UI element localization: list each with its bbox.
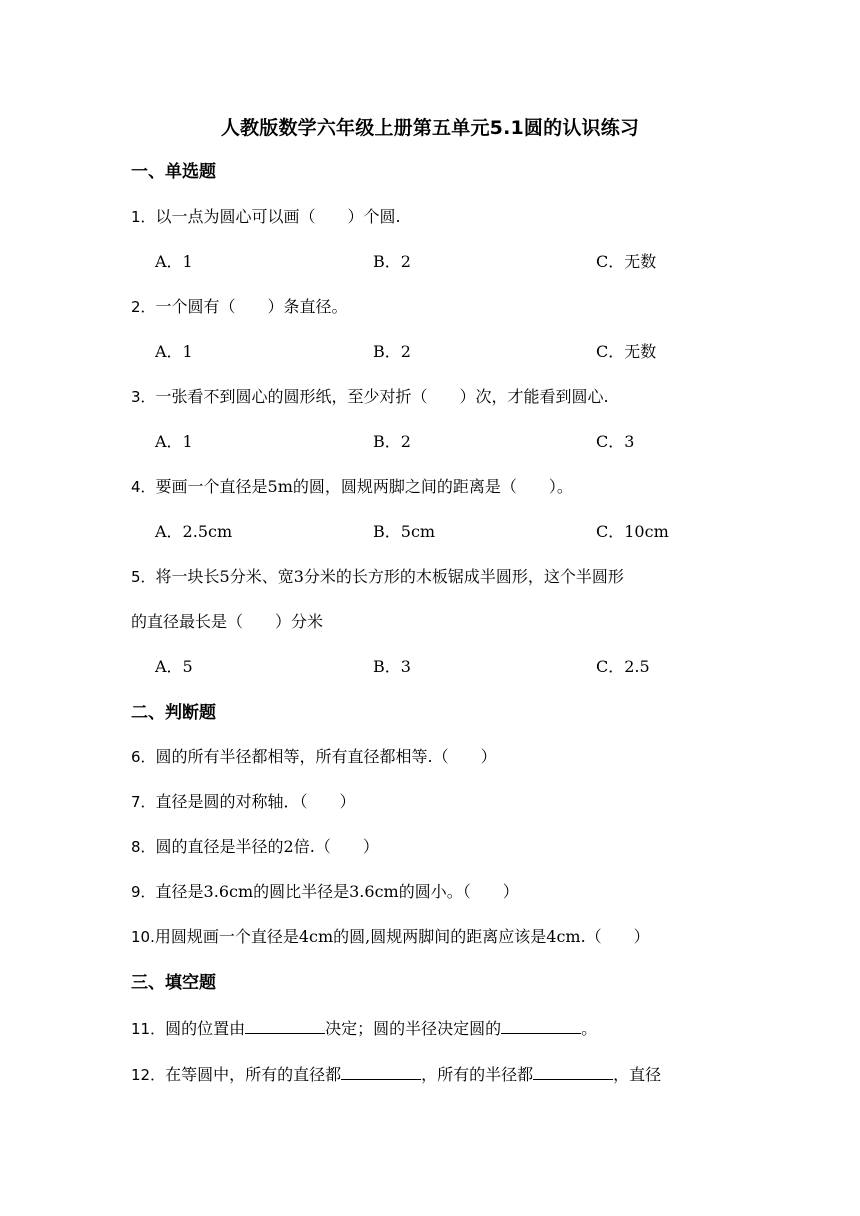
question-text: 圆的直径是半径的2倍.（ ） [155,837,379,856]
question-8 [131,834,741,860]
question-2-option-c: C．无数 [596,342,657,361]
question-text: 将一块长5分米、宽3分米的长方形的木板锯成半圆形，这个半圆形 [155,567,624,586]
question-1-option-c: C．无数 [596,252,657,271]
question-7 [131,789,741,815]
question-12 [131,1061,741,1088]
question-text: 用圆规画一个直径是4cm的圆,圆规两脚间的距离应该是4cm.（ ） [154,927,650,946]
question-text: ，直径 [613,1065,662,1084]
question-4-option-c: C．10cm [596,522,669,541]
question-6 [131,744,741,770]
question-2-option-a: A．1 [155,342,193,361]
question-4-option-b: B．5cm [373,522,436,541]
question-11 [131,1015,741,1042]
question-3-option-a: A．1 [155,432,193,451]
question-5-option-a: A．5 [155,657,193,676]
question-3-option-b: B．2 [373,432,411,451]
question-number: 9． [131,883,156,901]
answer-blank[interactable] [501,1015,581,1034]
question-number: 8． [131,838,156,856]
answer-blank[interactable] [341,1061,421,1080]
section-heading-fill-blank: 三、填空题 [131,973,216,993]
question-text: 一张看不到圆心的圆形纸，至少对折（ ）次，才能看到圆心. [155,387,609,406]
question-1-option-a: A．1 [155,252,193,271]
question-number: 11． [131,1020,166,1038]
question-4-option-a: A．2.5cm [155,522,233,541]
question-number: 5． [131,568,156,586]
question-number: 3． [131,388,156,406]
question-1-option-b: B．2 [373,252,411,271]
question-text: 在等圆中，所有的直径都 [165,1065,342,1084]
question-text: 圆的所有半径都相等，所有直径都相等.（ ） [155,747,497,766]
question-number: 6． [131,748,156,766]
question-text: 。 [581,1019,598,1038]
answer-blank[interactable] [533,1061,613,1080]
question-text: ，所有的半径都 [421,1065,534,1084]
question-3 [131,384,741,410]
question-text: 圆的位置由 [165,1019,246,1038]
question-number: 1． [131,208,156,226]
question-text: 一个圆有（ ）条直径。 [155,297,348,316]
question-5-option-b: B．3 [373,657,411,676]
question-text: 以一点为圆心可以画（ ）个圆. [155,207,401,226]
question-number: 4． [131,478,156,496]
question-text: 直径是3.6cm的圆比半径是3.6cm的圆小。（ ） [155,882,519,901]
question-number: 12． [131,1066,166,1084]
question-5 [131,564,741,590]
section-heading-single-choice: 一、单选题 [131,162,216,182]
question-number: 2． [131,298,156,316]
question-5-continued: 的直径最长是（ ）分米 [131,612,324,631]
question-5-option-c: C．2.5 [596,657,650,676]
question-1 [131,204,741,230]
answer-blank[interactable] [245,1015,325,1034]
question-3-option-c: C．3 [596,432,635,451]
question-number: 7． [131,793,156,811]
question-text: 直径是圆的对称轴．（ ） [155,792,356,811]
question-4 [131,474,741,500]
question-9 [131,879,741,905]
question-text: 决定；圆的半径决定圆的 [325,1019,502,1038]
question-number: 10. [131,928,155,946]
question-text: 要画一个直径是5m的圆，圆规两脚之间的距离是（ ）。 [155,477,573,496]
question-2-option-b: B．2 [373,342,411,361]
section-heading-true-false: 二、判断题 [131,703,216,723]
question-10 [131,924,741,950]
page-title: 人教版数学六年级上册第五单元5.1圆的认识练习 [220,117,640,139]
question-2 [131,294,741,320]
